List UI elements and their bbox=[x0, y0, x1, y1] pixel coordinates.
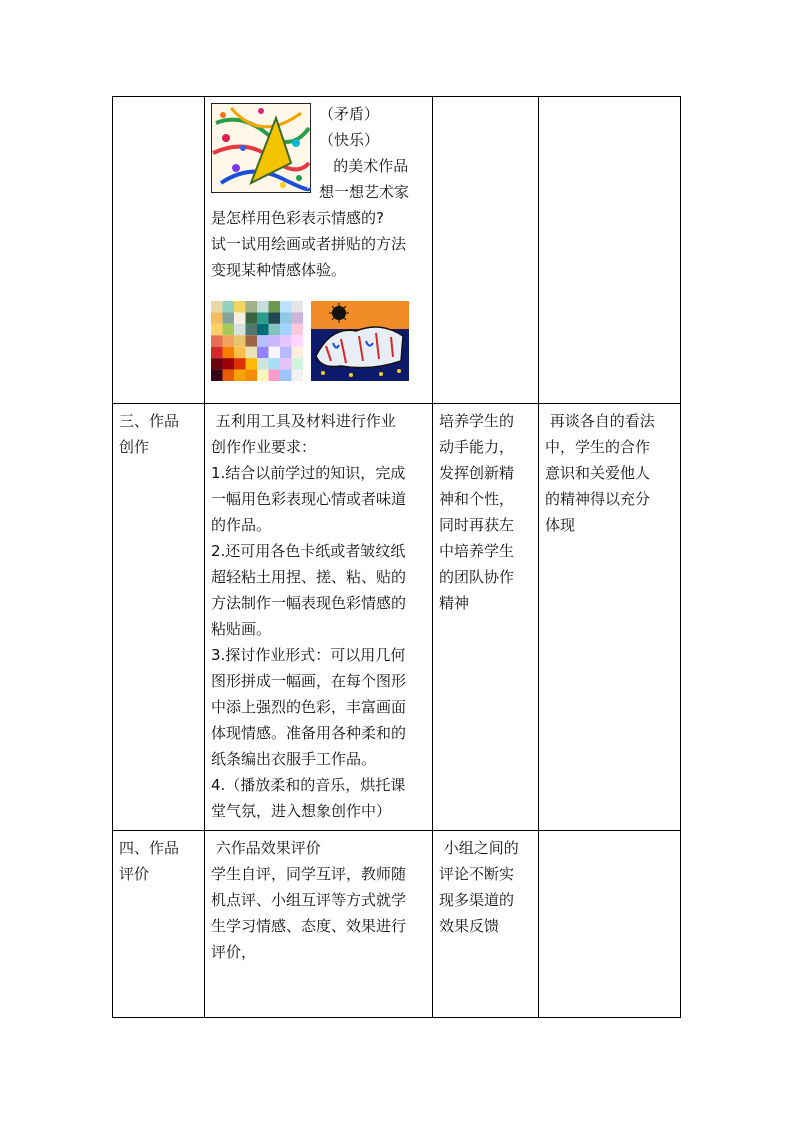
intent-line: 现多渠道的 bbox=[439, 891, 515, 909]
note-line: 的精神得以充分 bbox=[545, 490, 651, 508]
note-line: 体现 bbox=[545, 516, 576, 534]
stage-label: 创作 bbox=[119, 438, 150, 456]
content-line: 图形拼成一幅画，在每个图形 bbox=[211, 672, 407, 690]
content-line: 超轻粘土用捏、搓、粘、贴的 bbox=[211, 568, 407, 586]
content-line: 方法制作一幅表现色彩情感的 bbox=[211, 594, 407, 612]
artwork-image-abstract-painting bbox=[311, 301, 409, 381]
content-line: 机点评、小组互评等方式就学 bbox=[211, 891, 407, 909]
content-line: 体现情感。准备用各种柔和的 bbox=[211, 724, 407, 742]
table-row bbox=[113, 97, 681, 404]
content-line: 2.还可用各色卡纸或者皱纹纸 bbox=[211, 542, 406, 560]
content-line: 堂气氛，进入想象创作中） bbox=[211, 802, 392, 820]
intent-cell bbox=[433, 97, 539, 404]
content-line: 的作品。 bbox=[211, 516, 272, 534]
note-cell bbox=[539, 97, 681, 404]
intent-line: 同时再获左 bbox=[439, 516, 515, 534]
stage-cell bbox=[113, 404, 205, 831]
note-line: 中，学生的合作 bbox=[545, 438, 651, 456]
artwork-image-color-grid bbox=[211, 301, 303, 381]
content-line: 纸条编出衣服手工作品。 bbox=[211, 750, 377, 768]
content-cell bbox=[205, 97, 433, 404]
stage-label: 四、作品 bbox=[119, 839, 180, 857]
stage-cell bbox=[113, 97, 205, 404]
intent-line: 神和个性， bbox=[439, 490, 515, 508]
intent-line: 中培养学生 bbox=[439, 542, 515, 560]
note-line: 再谈各自的看法 bbox=[545, 412, 655, 430]
note-cell bbox=[539, 404, 681, 831]
content-line: 变现某种情感体验。 bbox=[211, 261, 347, 279]
stage-label: 三、作品 bbox=[119, 412, 180, 430]
content-line: 的美术作品 bbox=[319, 157, 409, 175]
intent-line: 精神 bbox=[439, 594, 470, 612]
content-line: 1.结合以前学过的知识，完成 bbox=[211, 464, 406, 482]
content-line: 一幅用色彩表现心情或者味道 bbox=[211, 490, 407, 508]
content-line: （矛盾） bbox=[319, 105, 380, 123]
content-line: 五利用工具及材料进行作业 bbox=[211, 412, 396, 430]
intent-line: 效果反馈 bbox=[439, 917, 500, 935]
content-line: （快乐） bbox=[319, 131, 380, 149]
content-line: 是怎样用色彩表示情感的? bbox=[211, 209, 384, 227]
content-line: 评价， bbox=[211, 943, 257, 961]
intent-line: 动手能力， bbox=[439, 438, 515, 456]
stage-cell bbox=[113, 831, 205, 1018]
intent-line: 的团队协作 bbox=[439, 568, 515, 586]
content-line: 学生自评，同学互评，教师随 bbox=[211, 865, 407, 883]
content-line: 想一想艺术家 bbox=[319, 183, 410, 201]
content-line: 3.探讨作业形式：可以用几何 bbox=[211, 646, 406, 664]
artwork-image-colorful-strokes bbox=[211, 103, 311, 193]
intent-cell bbox=[433, 831, 539, 1018]
content-line: 创作作业要求： bbox=[211, 438, 317, 456]
content-line: 生学习情感、态度、效果进行 bbox=[211, 917, 407, 935]
table-row bbox=[113, 404, 681, 831]
stage-label: 评价 bbox=[119, 865, 150, 883]
content-line: 中添上强烈的色彩，丰富画面 bbox=[211, 698, 407, 716]
content-line: 六作品效果评价 bbox=[211, 839, 321, 857]
content-cell bbox=[205, 831, 433, 1018]
intent-line: 培养学生的 bbox=[439, 412, 515, 430]
content-line: 试一试用绘画或者拼贴的方法 bbox=[211, 235, 407, 253]
lesson-plan-table bbox=[112, 96, 681, 1018]
note-line: 意识和关爱他人 bbox=[545, 464, 651, 482]
note-cell bbox=[539, 831, 681, 1018]
table-row bbox=[113, 831, 681, 1018]
content-cell bbox=[205, 404, 433, 831]
intent-cell bbox=[433, 404, 539, 831]
intent-line: 评论不断实 bbox=[439, 865, 515, 883]
content-line: 4.（播放柔和的音乐，烘托课 bbox=[211, 776, 406, 794]
content-line: 粘贴画。 bbox=[211, 620, 272, 638]
intent-line: 发挥创新精 bbox=[439, 464, 515, 482]
intent-line: 小组之间的 bbox=[439, 839, 519, 857]
